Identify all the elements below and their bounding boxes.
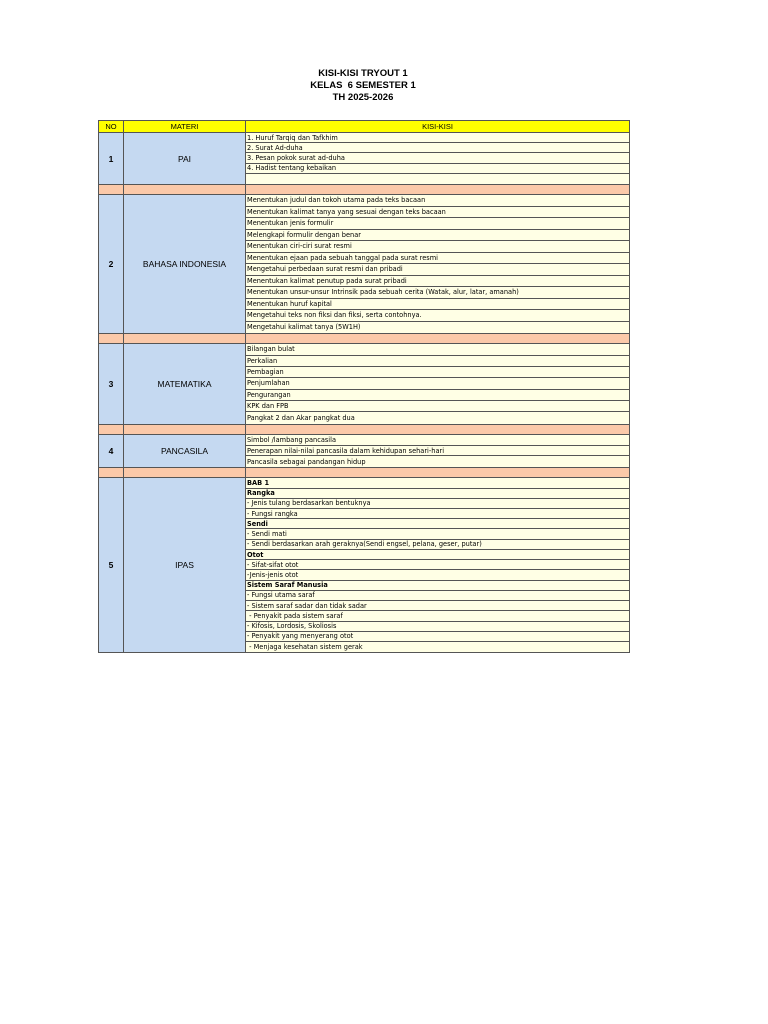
kisi-kisi-list bbox=[246, 435, 630, 469]
kisi-kisi-item: Menentukan kalimat tanya yang sesuai dengan teks bacaan bbox=[246, 207, 629, 219]
kisi-kisi-item: - Fungsi rangka bbox=[246, 509, 629, 519]
kisi-kisi-item: - Kifosis, Lordosis, Skoliosis bbox=[246, 622, 629, 632]
subject-name: PAI bbox=[124, 133, 246, 185]
kisi-kisi-item: - Menjaga kesehatan sistem gerak bbox=[246, 642, 629, 652]
subject-number: 5 bbox=[99, 478, 124, 653]
kisi-kisi-item: - Sifat-sifat otot bbox=[246, 560, 629, 570]
kisi-kisi-item: Penjumlahan bbox=[246, 378, 629, 389]
title-line-3: TH 2025-2026 bbox=[332, 92, 394, 103]
kisi-kisi-item: BAB 1 bbox=[246, 478, 629, 488]
kisi-kisi-item: Pancasila sebagai pandangan hidup bbox=[246, 456, 629, 467]
title-line-2: KELAS 6 SEMESTER 1 bbox=[310, 80, 416, 91]
kisi-kisi-item: - Penyakit pada sistem saraf bbox=[246, 611, 629, 621]
kisi-kisi-item: 3. Pesan pokok surat ad-duha bbox=[246, 153, 629, 163]
kisi-kisi-item: - Fungsi utama saraf bbox=[246, 591, 629, 601]
kisi-kisi-item: Bilangan bulat bbox=[246, 344, 629, 355]
kisi-kisi-item: Menentukan ejaan pada sebuah tanggal pada surat resmi bbox=[246, 253, 629, 265]
kisi-kisi-item: - Jenis tulang berdasarkan bentuknya bbox=[246, 499, 629, 509]
kisi-kisi-item: Menentukan judul dan tokoh utama pada teks bacaan bbox=[246, 195, 629, 207]
kisi-kisi-item: Otot bbox=[246, 550, 629, 560]
kisi-kisi-list bbox=[246, 195, 630, 334]
kisi-kisi-item: Simbol /lambang pancasila bbox=[246, 435, 629, 446]
kisi-kisi-item: Sendi bbox=[246, 519, 629, 529]
subject-number: 3 bbox=[99, 344, 124, 425]
subject-name: BAHASA INDONESIA bbox=[124, 195, 246, 334]
document-title bbox=[0, 68, 726, 104]
header-no: NO bbox=[99, 121, 124, 133]
kisi-kisi-item: Mengetahui perbedaan surat resmi dan pribadi bbox=[246, 264, 629, 276]
separator-row bbox=[124, 334, 246, 344]
kisi-kisi-item: - Sistem saraf sadar dan tidak sadar bbox=[246, 601, 629, 611]
header-materi: MATERI bbox=[124, 121, 246, 133]
kisi-kisi-list bbox=[246, 133, 630, 185]
separator-row bbox=[99, 185, 124, 195]
separator-row bbox=[124, 425, 246, 435]
separator-row bbox=[246, 185, 630, 195]
kisi-kisi-table bbox=[98, 120, 630, 653]
kisi-kisi-item: -Jenis-jenis otot bbox=[246, 570, 629, 580]
kisi-kisi-item: Menentukan kalimat penutup pada surat pribadi bbox=[246, 276, 629, 288]
kisi-kisi-item: Menentukan huruf kapital bbox=[246, 299, 629, 311]
title-line-1: KISI-KISI TRYOUT 1 bbox=[318, 68, 408, 79]
kisi-kisi-item: 1. Huruf Tarqiq dan Tafkhim bbox=[246, 133, 629, 143]
subject-number: 2 bbox=[99, 195, 124, 334]
kisi-kisi-item: Melengkapi formulir dengan benar bbox=[246, 230, 629, 242]
kisi-kisi-item: Penerapan nilai-nilai pancasila dalam kehidupan sehari-hari bbox=[246, 446, 629, 457]
subject-name: IPAS bbox=[124, 478, 246, 653]
separator-row bbox=[246, 468, 630, 478]
kisi-kisi-item: - Sendi berdasarkan arah geraknya(Sendi engsel, pelana, geser, putar) bbox=[246, 540, 629, 550]
separator-row bbox=[99, 334, 124, 344]
kisi-kisi-item: Mengetahui teks non fiksi dan fiksi, serta contohnya. bbox=[246, 310, 629, 322]
separator-row bbox=[99, 425, 124, 435]
subject-number: 1 bbox=[99, 133, 124, 185]
kisi-kisi-item: Perkalian bbox=[246, 356, 629, 367]
subject-name: PANCASILA bbox=[124, 435, 246, 469]
separator-row bbox=[124, 185, 246, 195]
header-kisi-kisi: KISI-KISI bbox=[246, 121, 630, 133]
kisi-kisi-list bbox=[246, 344, 630, 425]
kisi-kisi-item: Mengetahui kalimat tanya (5W1H) bbox=[246, 322, 629, 334]
subject-number: 4 bbox=[99, 435, 124, 469]
kisi-kisi-item: 2. Surat Ad-duha bbox=[246, 143, 629, 153]
kisi-kisi-item: Menentukan ciri-ciri surat resmi bbox=[246, 241, 629, 253]
kisi-kisi-item: Pengurangan bbox=[246, 390, 629, 401]
kisi-kisi-item: 4. Hadist tentang kebaikan bbox=[246, 164, 629, 174]
separator-row bbox=[124, 468, 246, 478]
kisi-kisi-item: Menentukan unsur-unsur Intrinsik pada sebuah cerita (Watak, alur, latar, amanah) bbox=[246, 287, 629, 299]
kisi-kisi-item: - Sendi mati bbox=[246, 529, 629, 539]
kisi-kisi-item: Menentukan jenis formulir bbox=[246, 218, 629, 230]
kisi-kisi-item: Pangkat 2 dan Akar pangkat dua bbox=[246, 412, 629, 423]
kisi-kisi-item: Rangka bbox=[246, 489, 629, 499]
separator-row bbox=[99, 468, 124, 478]
kisi-kisi-item: - Penyakit yang menyerang otot bbox=[246, 632, 629, 642]
kisi-kisi-item: Pembagian bbox=[246, 367, 629, 378]
subject-name: MATEMATIKA bbox=[124, 344, 246, 425]
separator-row bbox=[246, 425, 630, 435]
kisi-kisi-item: KPK dan FPB bbox=[246, 401, 629, 412]
kisi-kisi-item bbox=[246, 174, 629, 184]
kisi-kisi-item: Sistem Saraf Manusia bbox=[246, 581, 629, 591]
kisi-kisi-list bbox=[246, 478, 630, 653]
separator-row bbox=[246, 334, 630, 344]
